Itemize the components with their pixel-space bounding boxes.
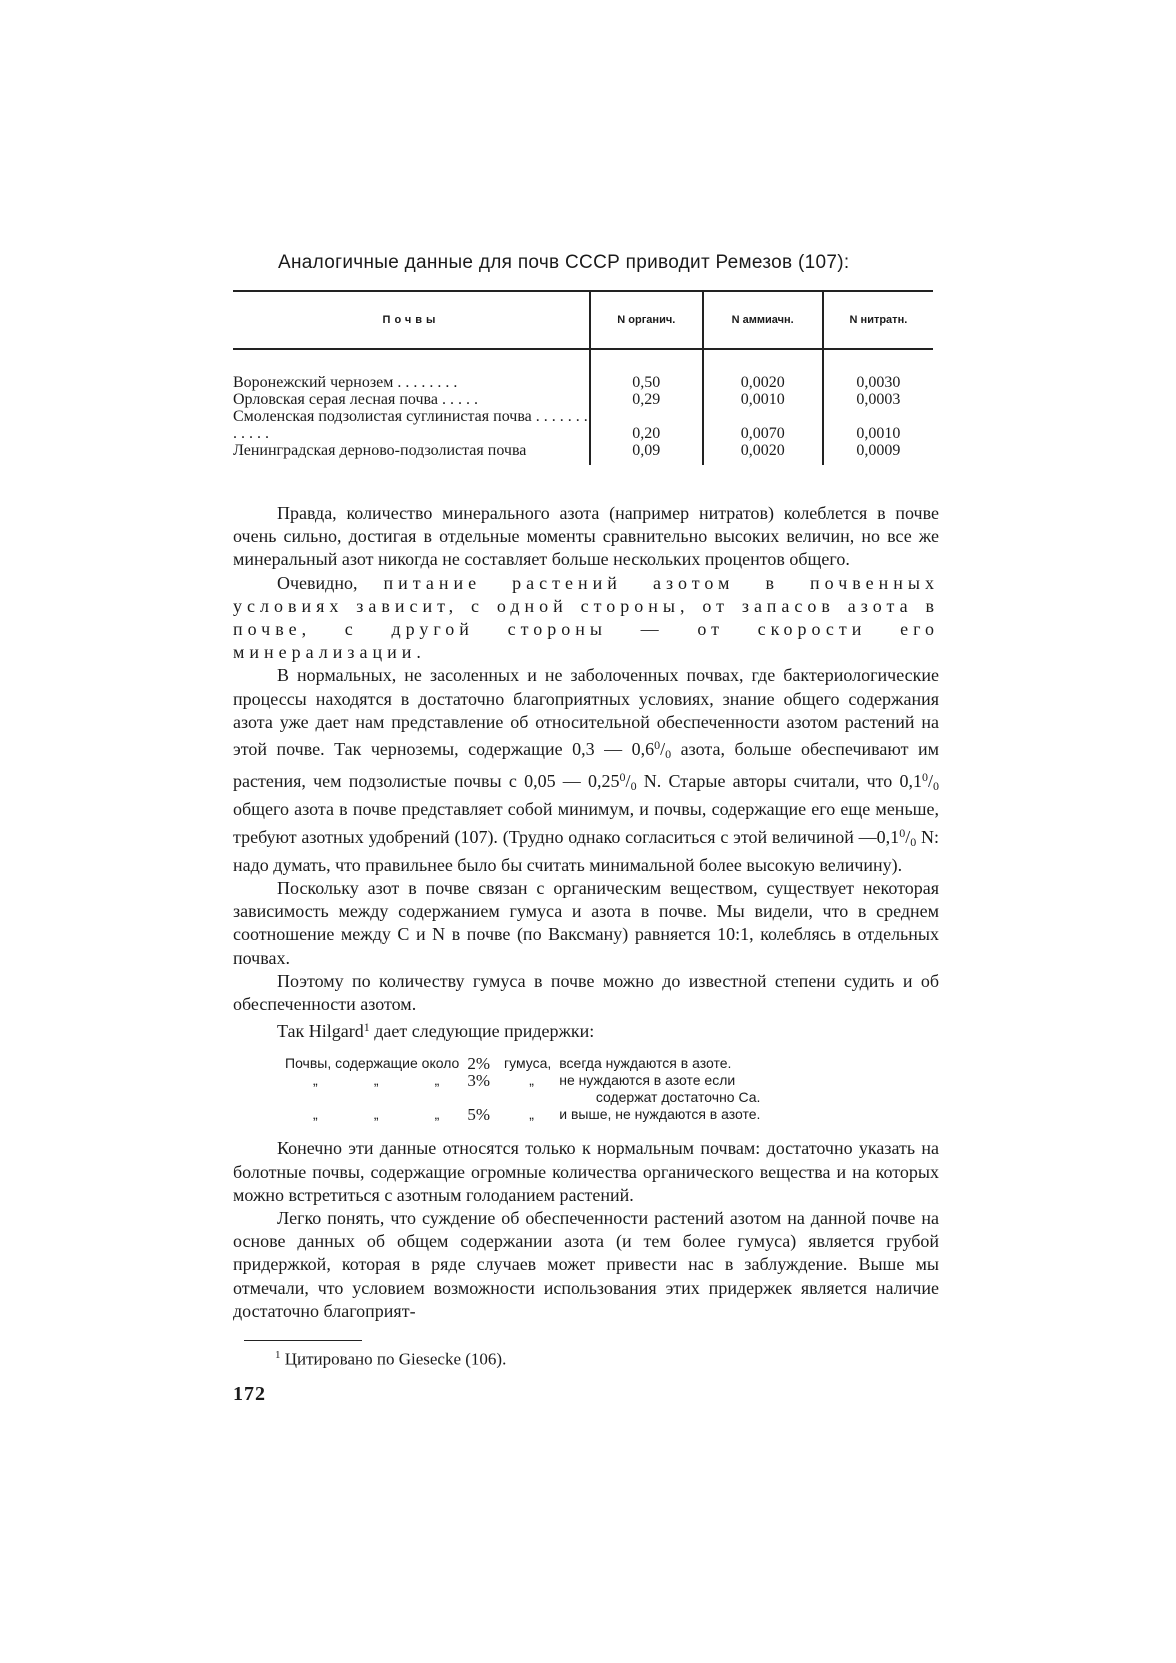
n-organic-value: 0,09	[590, 442, 703, 459]
n-ammonia-value: 0,0070	[703, 408, 823, 442]
row-text: всегда нуждаются в азоте.	[559, 1055, 732, 1072]
hilgard-row	[285, 1055, 768, 1072]
n-ammonia-value: 0,0020	[703, 442, 823, 459]
footnote-ref[interactable]: 1	[363, 1020, 370, 1035]
footnote-mark: 1	[275, 1349, 281, 1361]
text-run: общего азота в почве представляет собой минимум, и почвы, содержащие его еще меньше, требуют азотных удобрений (107). (Трудно однако согласиться с этой величиной —0,1	[233, 799, 939, 847]
ditto-mark: „	[434, 1072, 440, 1089]
ditto-mark: „	[373, 1072, 379, 1089]
emphasized-text: питание растений азотом в почвенных условиях зависит, с одной стороны, от запасов азота в почве, с другой стороны — от скорости его минерализации.	[233, 572, 939, 663]
percent-sup: 0	[899, 825, 906, 840]
table-row	[233, 442, 933, 459]
percent-sup: 0	[921, 770, 928, 785]
header-n-ammonia: N аммиачн.	[703, 291, 823, 349]
ditto-mark: „	[313, 1072, 318, 1089]
n-nitrate-value: 0,0009	[823, 442, 933, 459]
n-nitrate-value: 0,0010	[823, 408, 933, 442]
n-organic-value: 0,50	[590, 374, 703, 391]
ditto-mark: „	[529, 1106, 534, 1123]
n-ammonia-value: 0,0010	[703, 391, 823, 408]
hilgard-row	[285, 1106, 768, 1123]
paragraph: Поскольку азот в почве связан с органическим веществом, существует некоторая зависимость между содержанием гумуса и азота в почве. Мы видели, что в среднем соотношение между С и N в почве (по Ваксману) равняется 10:1, колеблясь в отдельных почвах.	[233, 878, 939, 968]
percent-sub: 0	[933, 779, 939, 794]
percent-sub: 0	[665, 747, 672, 762]
row-label: Почвы, содержащие около	[285, 1055, 460, 1072]
hilgard-row	[285, 1072, 768, 1089]
percent-sub: 0	[910, 834, 917, 849]
ditto-mark: „	[373, 1106, 379, 1123]
header-soils: Почвы	[233, 291, 590, 349]
soil-name: Ленинградская дерново-подзолистая почва	[233, 442, 527, 459]
table-intro: Аналогичные данные для почв СССР приводит Ремезов (107):	[278, 252, 850, 273]
humus-word: гумуса,	[504, 1055, 552, 1072]
row-text: и выше, не нуждаются в азоте.	[559, 1106, 761, 1123]
paragraph: Конечно эти данные относятся только к нормальным почвам: достаточно указать на болотные почвы, содержащие огромные количества органического вещества и на которых можно встретиться с азотным голоданием растений.	[233, 1138, 939, 1205]
paragraph: В нормальных, не засоленных и не заболоченных почвах, где бактериологические процессы находятся в достаточно благоприятных условиях, знание общего содержания азота уже дает нам представление об относительной обеспеченности азотом растений на этой почве. Так черноземы, содержащие 0,3 — $0,6^0/_0$ азота, больше обеспечивают им растения, чем подзолистые почвы с 0,05 — $0,25^0/_0$ N. Старые авторы считали, что $0,1^0/_0$ общего азота в почве представляет собой минимум, и почвы, содержащие его еще меньше, требуют азотных удобрений (107). (Трудно однако согласиться с этой величиной $—0,1^0/_0$ N: надо думать, что правильнее было бы считать минимальной более высокую величину).	[233, 665, 940, 875]
humus-percent: 3%	[467, 1071, 490, 1091]
hilgard-row	[285, 1089, 768, 1106]
n-organic-value: 0,20	[590, 408, 703, 442]
nitrogen-table	[233, 290, 933, 465]
humus-percent: 2%	[467, 1054, 490, 1074]
row-text: не нуждаются в азоте если	[559, 1072, 736, 1089]
paragraph-start: Очевидно,	[277, 572, 358, 593]
text-run: Так Hilgard	[277, 1021, 364, 1042]
header-n-organic: N органич.	[590, 291, 703, 349]
table-row	[233, 391, 933, 408]
text-run: дает следующие придержки:	[369, 1021, 595, 1042]
paragraph: Правда, количество минерального азота (например нитратов) колеблется в почве очень сильно, достигая в отдельные моменты сравнительно высоких величин, но все же минеральный азот никогда не составляет больше нескольких процентов общего.	[233, 503, 939, 570]
n-nitrate-value: 0,0030	[823, 374, 933, 391]
soil-name: Орловская серая лесная почва . . . . .	[233, 391, 478, 408]
percent-sup: 0	[654, 738, 661, 753]
paragraph	[233, 1016, 939, 1043]
ditto-mark: „	[434, 1106, 440, 1123]
percent-sub: 0	[630, 779, 637, 794]
n-nitrate-value: 0,0003	[823, 391, 933, 408]
paragraph: Легко понять, что суждение об обеспеченности растений азотом на данной почве на основе данных об общем содержании азота (и тем более гумуса) является грубой придержкой, которая в ряде случаев может привести нас в заблуждение. Выше мы отмечали, что условием возможности использования этих придержек является наличие достаточно благоприят-	[233, 1208, 939, 1321]
n-organic-value: 0,29	[590, 391, 703, 408]
humus-percent: 5%	[467, 1105, 490, 1125]
n-ammonia-value: 0,0020	[703, 374, 823, 391]
paragraph	[233, 572, 939, 665]
ditto-mark: „	[529, 1072, 534, 1089]
footnote-rule	[244, 1340, 362, 1341]
footnote-text: Цитировано по Giesecke (106).	[284, 1349, 507, 1369]
paragraph: Поэтому по количеству гумуса в почве можно до известной степени судить и об обеспеченности азотом.	[233, 970, 939, 1015]
text-run: N. Старые авторы считали, что 0,1	[643, 771, 922, 792]
hilgard-table	[285, 1055, 768, 1123]
body-text	[233, 502, 939, 1323]
soil-name: Смоленская подзолистая суглинистая почва . . . . . . . . . . . .	[233, 408, 588, 442]
table-header-row	[233, 291, 933, 349]
soil-name: Воронежский чернозем . . . . . . . .	[233, 374, 458, 391]
ditto-mark: „	[313, 1106, 318, 1123]
row-text: содержат достаточно Са.	[595, 1089, 761, 1106]
page-number: 172	[233, 1383, 266, 1405]
header-n-nitrate: N нитратн.	[823, 291, 933, 349]
text-run: В нормальных, не засоленных и не заболоченных почвах, где бактериологические процессы находятся в достаточно благоприятных условиях, знание общего содержания азота уже дает нам представление об относительной обеспеченности азотом растений на этой почве. Так черноземы, содержащие 0,3 — 0,6	[233, 665, 939, 760]
footnote	[275, 1349, 506, 1370]
text-run: N: надо думать, что правильнее было бы считать минимальной более высокую величину).	[233, 826, 940, 875]
table-row	[233, 408, 933, 442]
table-row	[233, 374, 933, 391]
percent-sup: 0	[619, 770, 626, 785]
text-run: азота, больше обеспечивают им растения, чем подзолистые почвы с 0,05 — 0,25	[233, 739, 939, 792]
